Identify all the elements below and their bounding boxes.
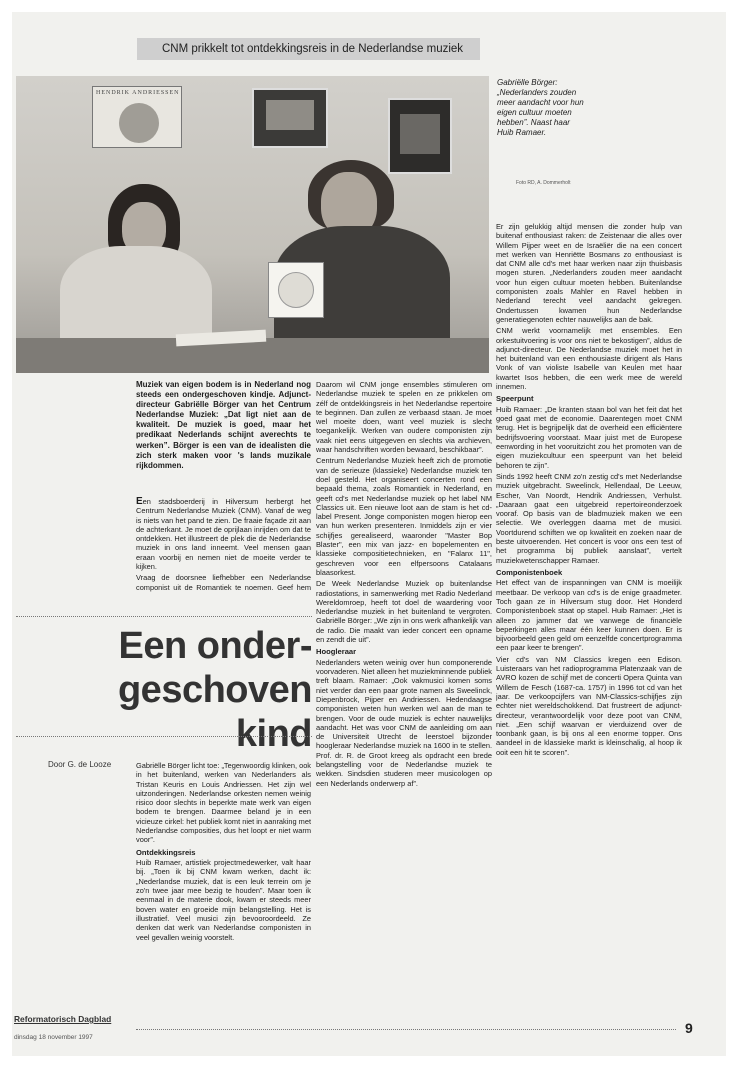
paragraph: Huib Ramaer, artistiek projectmedewerker, valt haar bij. „Toen ik bij CNM kwam werken, dacht ik: „Nederlandse muziek, dat is een leuk terrein om je zo'n twee jaar mee bezig te houden”. Maar toen ik eenmaal in de materie dook, kwam er steeds meer boven water en groeide mijn belangstelling. Het is illustratief. Veel musici zijn bevooroordeeld. Ze denken dat werk van Nederlandse componisten in veel gevallen weinig voorstelt.	[136, 858, 311, 942]
paragraph: Er zijn gelukkig altijd mensen die zonder hulp van buitenaf enthousiast raken: de Zeistenaar die alles over Willem Pijper weet en de Israëliër die na een concert met werken van Henriëtte Bosmans zo enthousiast is dat CNM alle cd's met haar werken naar zijn thuisbasis mogen sturen. „Nederlanders zouden meer aandacht voor hun eigen cultuur moeten hebben. Buitenlandse componisten zoals Mahler en Ravel hebben in Nederland terecht veel aandacht gekregen. Ondertussen kwamen hun Nederlandse generatiegenoten echter nauwelijks aan de bak.	[496, 222, 682, 324]
photo-caption: Gabriëlle Börger: „Nederlanders zouden meer aandacht voor hun eigen cultuur moeten hebben”. Naast haar Huib Ramaer.	[497, 78, 584, 137]
paragraph: Centrum Nederlandse Muziek heeft zich de promotie van de serieuze (klassieke) Nederlandse muziek ten doel gesteld. Het organiseert concerten rond een bepaald thema, zoals Romantiek in Nederland, en geeft cd's met Nederlandse muziek op het label NM Classics uit. Een nieuwe loot aan de stam is het cd-label Present. Jonge componisten mogen hierop een van hun werken presenteren. Inmiddels zijn er vier schijfjes gerealiseerd, waaronder "Master Bop Blaster", een mix van jazz- en bopelementen en klassieke compositietechnieken, en "Falanx 11", geschreven voor een elfpersoons Catalaans blaasorkest.	[316, 456, 492, 577]
photo-credit: Foto RD, A. Dommerholt	[516, 180, 571, 186]
subheading-ontdekkingsreis: Ontdekkingsreis	[136, 847, 196, 857]
drop-cap: E	[136, 496, 143, 507]
title-line-1: Een onder-	[118, 625, 312, 667]
title-line-2: geschoven kind	[117, 669, 312, 755]
paragraph: Sinds 1992 heeft CNM zo'n zestig cd's met Nederlandse muziek uitgebracht. Sweelinck, Hellendaal, De Leeuw, Escher, Van Noordt, Hendrik Andriessen, Verhulst. „Daaraan gaat een uitgebreid repertoireonderzoek vooraf. Op basis van de bladmuziek maken we een selectie. We overleggen daarna met de musici. Voortdurend schiften we op kwaliteit en zoeken naar de beste uitvoerenden. Het concert is voor ons een test of het programma bij publiek aanslaat”, vertelt muziekwetenschapper Ramaer.	[496, 471, 682, 565]
paragraph: De Week Nederlandse Muziek op buitenlandse radiostations, in samenwerking met Radio Nederland Wereldomroep, heeft tot doel de waardering voor Nederlandse muziek in het buitenland te vergroten. Gabriëlle Börger: „We zijn in ons werk afhankelijk van de radio. Die maakt van ieder concert een opname en zendt die uit”.	[316, 579, 492, 645]
paragraph: Daarom wil CNM jonge ensembles stimuleren om Nederlandse muziek te spelen en ze prikkelen om zélf de ontdekkingsreis in het Nederlandse repertoire te beginnen. Dan zullen ze verbaasd staan. Je moet wel moeite doen, want veel muziek is slecht toegankelijk. Werken van oudere componisten zijn vaak niet eens uitgegeven en slechts via archieven, waar handschriften worden bewaard, beschikbaar”.	[316, 380, 492, 455]
paragraph: Het effect van de inspanningen van CNM is moeilijk meetbaar. De verkoop van cd's is de enige graadmeter. Toch gaan ze in Hilversum stug door. Het Honderd Componistenboek staat op stapel. Huib Ramaer: „Het is alleen zo jammer dat we vanwege de financiële beperkingen alles maar één keer kunnen doen. Er is bijvoorbeeld geen geld om eenzelfde concertprogramma een paar keer te brengen”.	[496, 578, 682, 653]
cd-disc	[278, 272, 314, 308]
title-rule-bottom	[16, 736, 312, 737]
title-rule-top	[16, 616, 312, 617]
paragraph: Gabriëlle Börger licht toe: „Tegenwoordig klinken, ook in het buitenland, werken van Nederlanders als Tristan Keuris en Louis Andriessen. Het zijn wel uitzonderingen. Nederlandse orkesten nemen weinig risico door slechts in beperkte mate werk van eigen bodem te brengen. Daarmee beland je in een vicieuze cirkel: het publiek komt niet in aanraking met Nederlandse composities, dus het loopt er niet warm voor”.	[136, 761, 311, 845]
paragraph: Nederlanders weten weinig over hun componerende voorvaderen. Niet alleen het muziekminnende publiek treft blaam. Ramaer: „Ook vakmusici komen soms niet verder dan een paar grote namen als Sweelinck, Diepenbrock, Pijper en Andriessen. Hedendaagse componisten weten hun werken wel aan de man te brengen. Voor de oude muziek is echter nauwelijks aandacht. Het was voor CNM de aanleiding om aan de Universiteit Utrecht de leerstoel bijzonder hoogleraar Nederlandse muziek na 1600 in te stellen. Prof. dr. R. de Groot kreeg als opdracht een brede belangstelling voor de Nederlandse muziek te wekken. Sindsdien studeren meer musicologen op een Nederlands onderwerp af”.	[316, 657, 492, 788]
wall-poster-left-portrait	[119, 103, 159, 143]
column-1-bottom	[136, 761, 311, 1011]
newspaper-page	[12, 12, 726, 1056]
subheading-speerpunt: Speerpunt	[496, 394, 534, 404]
paragraph: Huib Ramaer: „De kranten staan bol van het feit dat het goed gaat met de economie. Daarentegen moet CNM terug. Het is begrijpelijk dat de overheid een efficiëntere bedrijfsvoering voorstaat. Maar juist met de Europese eenwording in het vooruitzicht zou het promoten van de eigen muziekcultuur een speerpunt van het beleid behoren te zijn”.	[496, 404, 682, 470]
footer-rule	[136, 1029, 676, 1030]
byline: Door G. de Looze	[48, 760, 112, 769]
wall-poster-left-label: HENDRIK ANDRIESSEN	[96, 90, 180, 96]
column-1-top	[136, 497, 311, 594]
column-2	[316, 380, 492, 1010]
subheading-hoogleraar: Hoogleraar	[316, 647, 357, 657]
newspaper-name: Reformatorisch Dagblad	[14, 1014, 112, 1024]
paragraph-text: en stadsboerderij in Hilversum herbergt het Centrum Nederlandse Muziek (CNM). Vanaf de weg is niets van het pand te zien. De fraaie façade zit aan de achterkant. Je moet de oprijlaan inrijden om dat te ontdekken. Het illustreert de plek die de Nederlandse muziek in ons land inneemt. Veel mensen gaan eraan voorbij en nemen niet de moeite verder te kijken.	[136, 497, 311, 572]
column-3	[496, 222, 682, 1007]
issue-date: dinsdag 18 november 1997	[14, 1034, 93, 1041]
section-banner: CNM prikkelt tot ontdekkingsreis in de Nederlandse muziek	[137, 38, 480, 60]
paragraph: CNM werkt voornamelijk met ensembles. Een orkestuitvoering is voor ons niet te bekostigen”, aldus de adjunct-directeur. De Nederlandse muziek moet het in het buitenland van een enthousiaste dirigent als Hans Vonk of van violiste Isabelle van Keulen met haar kwartet Isos hebben, die een werk mee de wereld innemen.	[496, 326, 682, 392]
article-lead: Muziek van eigen bodem is in Nederland nog steeds een ondergeschoven kindje. Adjunct-directeur Gabriëlle Börger van het Centrum Nederlandse Muziek: „Dat ligt niet aan de kwaliteit. De muziek is goed, maar het predikaat Nederlands schijnt averechts te werken”. Börger is een van de idealisten die zich sterk maken voor 's lands muzikale rijkdommen.	[136, 380, 311, 470]
page-number: 9	[685, 1020, 693, 1036]
wall-poster-right-inner	[400, 114, 440, 154]
paragraph: Vraag de doorsnee liefhebber een Nederlandse componist uit de Romantiek te noemen. Geef hem	[136, 573, 311, 592]
paragraph	[136, 497, 311, 571]
subheading-componistenboek: Componistenboek	[496, 567, 563, 577]
paragraph: Vier cd's van NM Classics kregen een Edison. Luisteraars van het radioprogramma Platenzaak van de AVRO kozen de schijf met de concerti Opera Quinta van Willem de Fesch (1687-ca. 1757) in 1996 tot cd van het jaar. De verkoopcijfers van NM-Classics-schijfjes zijn echter niet wereldschokkend. Dat frustreert de adjunct-directeur, verantwoordelijk voor deze poot van CNM, niet. „Een schijf waarvan er vierduizend over de toonbank gaan, is bij ons al een enorme topper. Ons aandeel in de klassieke markt is kleinschalig, al hoop ik ooit een hit te scoren”.	[496, 654, 682, 757]
wall-poster-middle-inner	[266, 100, 314, 130]
article-photo	[16, 76, 489, 373]
table-surface	[16, 338, 489, 373]
